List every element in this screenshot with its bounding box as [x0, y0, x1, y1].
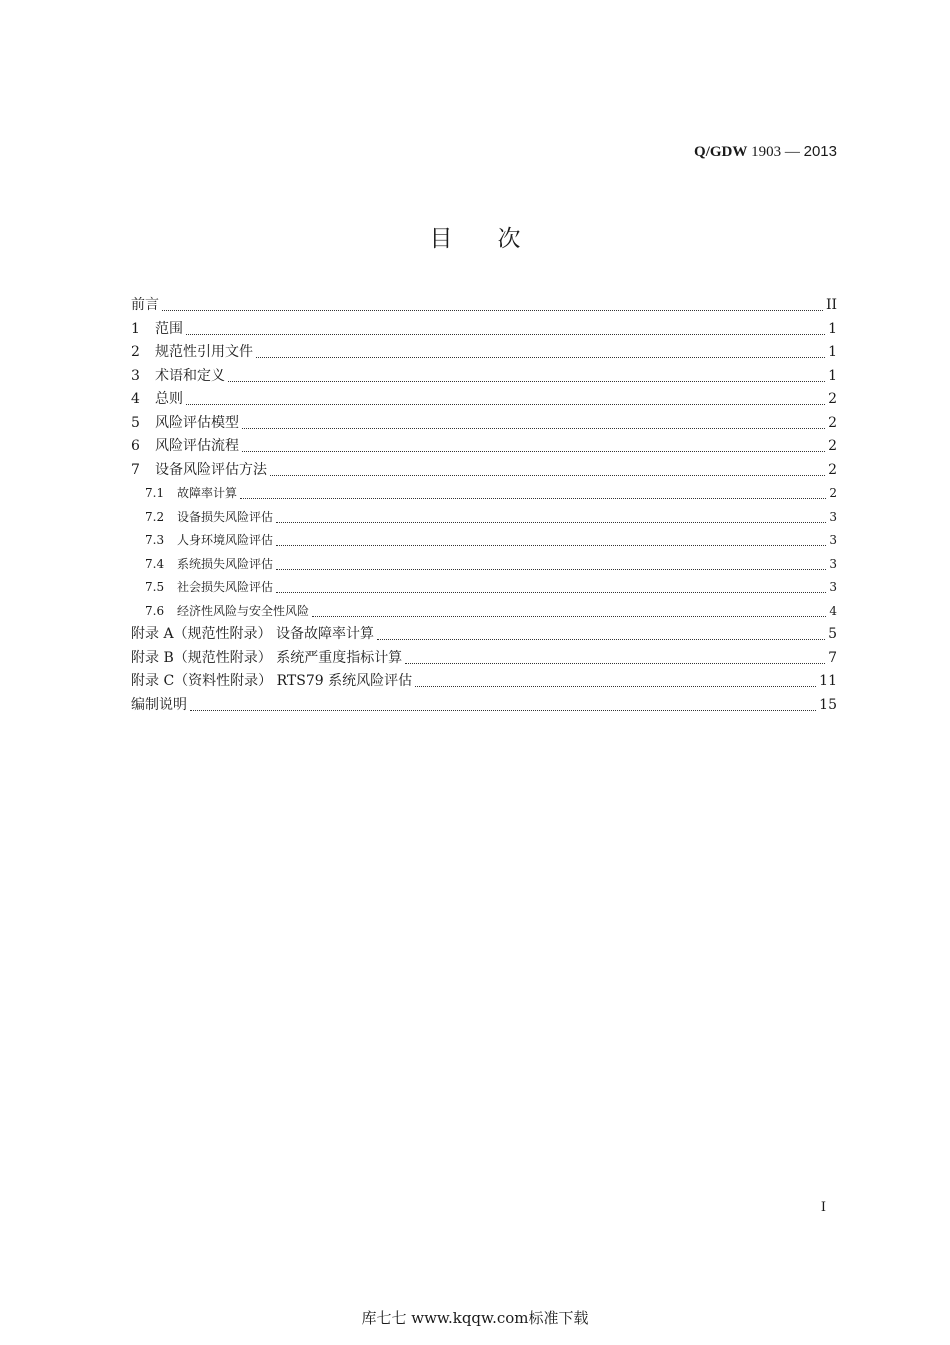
toc-entry[interactable] [131, 435, 837, 459]
toc-subentry[interactable] [131, 553, 837, 577]
document-code [694, 143, 837, 161]
code-year: 2013 [803, 143, 837, 160]
toc-entry-label [145, 482, 237, 506]
toc-entry-number: 6 [131, 438, 140, 454]
toc-entry[interactable] [131, 318, 837, 342]
toc-entry-page: 2 [828, 461, 837, 478]
dot-leader [276, 522, 826, 523]
toc-entry-label [145, 529, 273, 553]
toc-entry-text: 术语和定义 [155, 367, 225, 384]
dot-leader [242, 428, 825, 429]
toc-entry-label [131, 647, 402, 671]
toc-entry-label [131, 318, 183, 342]
toc-entry-text: 附录 C（资料性附录） RTS79 系统风险评估 [131, 673, 413, 689]
toc-subentry[interactable] [131, 506, 837, 530]
dot-leader [256, 357, 825, 358]
toc-entry-page: 2 [828, 438, 837, 454]
toc-entry-label [131, 365, 225, 389]
toc-entry-page: 5 [828, 626, 837, 642]
toc-entry-label [145, 576, 273, 600]
dot-leader [190, 710, 816, 711]
dot-leader [415, 686, 816, 687]
toc-entry-page: 3 [829, 580, 837, 594]
toc-entry[interactable] [131, 459, 837, 483]
toc-entry-number: 1 [131, 320, 140, 337]
toc-entry-label [131, 694, 187, 718]
toc-entry-text: 设备风险评估方法 [155, 461, 267, 478]
toc-entry-number: 3 [131, 367, 140, 384]
toc-entry-text: 总则 [155, 391, 183, 407]
table-of-contents [131, 294, 837, 717]
toc-entry-text: 范围 [155, 320, 183, 337]
toc-entry-label [131, 623, 374, 647]
toc-entry-number: 2 [131, 344, 140, 360]
toc-entry-label [131, 412, 239, 436]
toc-entry-text: 人身环境风险评估 [177, 533, 274, 547]
toc-entry-text: 编制说明 [131, 696, 187, 713]
toc-entry-page: 7 [828, 649, 837, 666]
toc-entry-page: 4 [829, 603, 837, 618]
toc-entry-page: 11 [819, 673, 837, 689]
toc-entry-number: 4 [131, 391, 140, 407]
toc-entry-number: 5 [131, 414, 140, 431]
dot-leader [276, 592, 826, 593]
toc-entry[interactable] [131, 294, 837, 318]
dot-leader [377, 639, 825, 640]
toc-entry-page: 15 [819, 696, 837, 713]
dot-leader [186, 334, 825, 335]
toc-entry-text: 风险评估模型 [155, 414, 239, 431]
dot-leader [405, 663, 825, 664]
toc-subentry[interactable] [131, 529, 837, 553]
toc-entry-text: 故障率计算 [177, 486, 238, 500]
toc-entry-label [145, 553, 273, 577]
toc-entry-number: 7.3 [145, 533, 165, 547]
toc-entry-number: 7 [131, 461, 140, 478]
toc-entry-text: 风险评估流程 [155, 438, 239, 454]
toc-entry[interactable] [131, 341, 837, 365]
toc-entry-label [145, 600, 309, 624]
toc-entry-number: 7.4 [145, 556, 165, 571]
page-number: I [820, 1200, 826, 1215]
toc-entry-page: 3 [829, 556, 837, 571]
dot-leader [240, 498, 826, 499]
toc-entry[interactable] [131, 647, 837, 671]
toc-entry-text: 设备损失风险评估 [177, 509, 274, 524]
toc-subentry[interactable] [131, 600, 837, 624]
code-number: 1903 [751, 144, 782, 160]
toc-entry-text: 附录 A（规范性附录） 设备故障率计算 [131, 626, 375, 642]
toc-entry[interactable] [131, 623, 837, 647]
toc-entry[interactable] [131, 388, 837, 412]
dot-leader [312, 616, 826, 617]
toc-entry-number: 7.1 [145, 486, 165, 500]
toc-entry-page: II [825, 297, 837, 313]
footer-watermark-text: 库七七 www.kqqw.com标准下载 [361, 1309, 589, 1327]
code-prefix: Q/GDW [694, 144, 748, 160]
toc-entry-page: 3 [829, 533, 837, 547]
toc-entry-label [131, 294, 159, 318]
toc-entry-number: 7.2 [145, 509, 165, 524]
toc-entry-label [131, 388, 183, 412]
toc-entry[interactable] [131, 694, 837, 718]
toc-entry-label [131, 341, 253, 365]
toc-entry-page: 2 [828, 414, 837, 431]
toc-entry-page: 1 [828, 320, 837, 337]
toc-entry-label [131, 459, 267, 483]
toc-entry-text: 前言 [131, 297, 159, 313]
dot-leader [276, 545, 826, 546]
dot-leader [242, 451, 825, 452]
toc-entry-label [145, 506, 273, 530]
toc-entry-text: 社会损失风险评估 [177, 580, 274, 594]
dot-leader [228, 381, 825, 382]
toc-entry-page: 2 [828, 391, 837, 407]
dot-leader [162, 310, 823, 311]
toc-entry-page: 1 [828, 344, 837, 360]
toc-title: 目次 [429, 226, 566, 252]
toc-entry-number: 7.5 [145, 580, 165, 594]
code-dash: — [784, 144, 800, 160]
toc-entry-page: 3 [829, 509, 837, 524]
toc-entry[interactable] [131, 412, 837, 436]
toc-entry-number: 7.6 [145, 603, 165, 618]
toc-entry-label [131, 670, 412, 694]
toc-entry-text: 系统损失风险评估 [177, 556, 274, 571]
toc-entry-text: 规范性引用文件 [155, 344, 253, 360]
toc-entry[interactable] [131, 365, 837, 389]
dot-leader [270, 475, 825, 476]
toc-subentry[interactable] [131, 482, 837, 506]
toc-entry-text: 附录 B（规范性附录） 系统严重度指标计算 [131, 649, 403, 666]
toc-entry-page: 2 [829, 486, 837, 500]
toc-subentry[interactable] [131, 576, 837, 600]
dot-leader [276, 569, 826, 570]
dot-leader [186, 404, 825, 405]
toc-entry[interactable] [131, 670, 837, 694]
toc-entry-text: 经济性风险与安全性风险 [177, 603, 310, 618]
toc-entry-page: 1 [828, 367, 837, 384]
toc-entry-label [131, 435, 239, 459]
